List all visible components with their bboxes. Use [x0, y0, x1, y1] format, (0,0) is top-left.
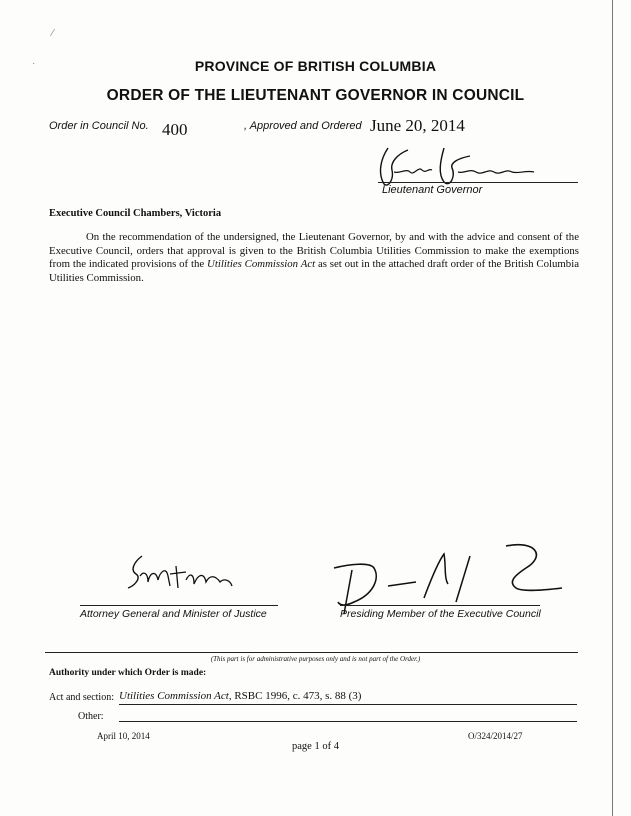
lieutenant-governor-signature-line: [378, 182, 578, 183]
order-body-act-name: Utilities Commission Act: [207, 258, 316, 270]
page-edge-line: [612, 0, 613, 816]
oic-number-label: Order in Council No.: [49, 120, 149, 132]
act-name: Utilities Commission Act: [119, 690, 229, 702]
admin-separator-line: [45, 652, 578, 653]
scan-artifact-mark: ⁄: [52, 28, 54, 39]
admin-note: (This part is for administrative purposes only and is not part of the Order.): [210, 655, 421, 663]
act-citation: , RSBC 1996, c. 473, s. 88 (3): [228, 690, 362, 702]
act-section-line: [119, 704, 577, 705]
order-body-text-start: On the recommendation of the undersigned, the Lieutenant Governor, by and with the advice and consent of the Executive Council, orders that approval is given to the British Columbia Utilities Commission to make the exemptions from the indicated provisions of the: [49, 231, 579, 270]
chambers-heading: Executive Council Chambers, Victoria: [49, 208, 222, 219]
attorney-general-label: Attorney General and Minister of Justice: [80, 608, 267, 620]
page-number: page 1 of 4: [292, 741, 339, 752]
order-body-paragraph: [49, 231, 579, 285]
oic-number: 400: [162, 120, 188, 139]
presiding-member-signature-line: [340, 605, 540, 606]
presiding-member-signature: [330, 538, 570, 618]
authority-heading: Authority under which Order is made:: [49, 668, 207, 678]
approved-label: , Approved and Ordered: [244, 120, 362, 132]
scan-artifact-dot: ·: [32, 58, 36, 69]
footer-date: April 10, 2014: [97, 731, 150, 741]
act-section-label: Act and section:: [49, 692, 114, 703]
attorney-general-signature-line: [80, 605, 278, 606]
order-body-text-end: as set out in the attached draft order of the British Columbia Utilities Commission.: [49, 258, 579, 284]
other-label: Other:: [78, 711, 104, 722]
presiding-member-label: Presiding Member of the Executive Council: [340, 608, 541, 620]
footer-reference: O/324/2014/27: [468, 731, 523, 741]
attorney-general-signature: [120, 552, 250, 600]
order-title: ORDER OF THE LIEUTENANT GOVERNOR IN COUNCIL: [106, 87, 525, 104]
act-section-value: [119, 690, 361, 702]
province-heading: PROVINCE OF BRITISH COLUMBIA: [194, 58, 437, 74]
other-field-line: [119, 721, 577, 722]
lieutenant-governor-label: Lieutenant Governor: [382, 184, 483, 196]
approved-date: June 20, 2014: [370, 116, 465, 135]
